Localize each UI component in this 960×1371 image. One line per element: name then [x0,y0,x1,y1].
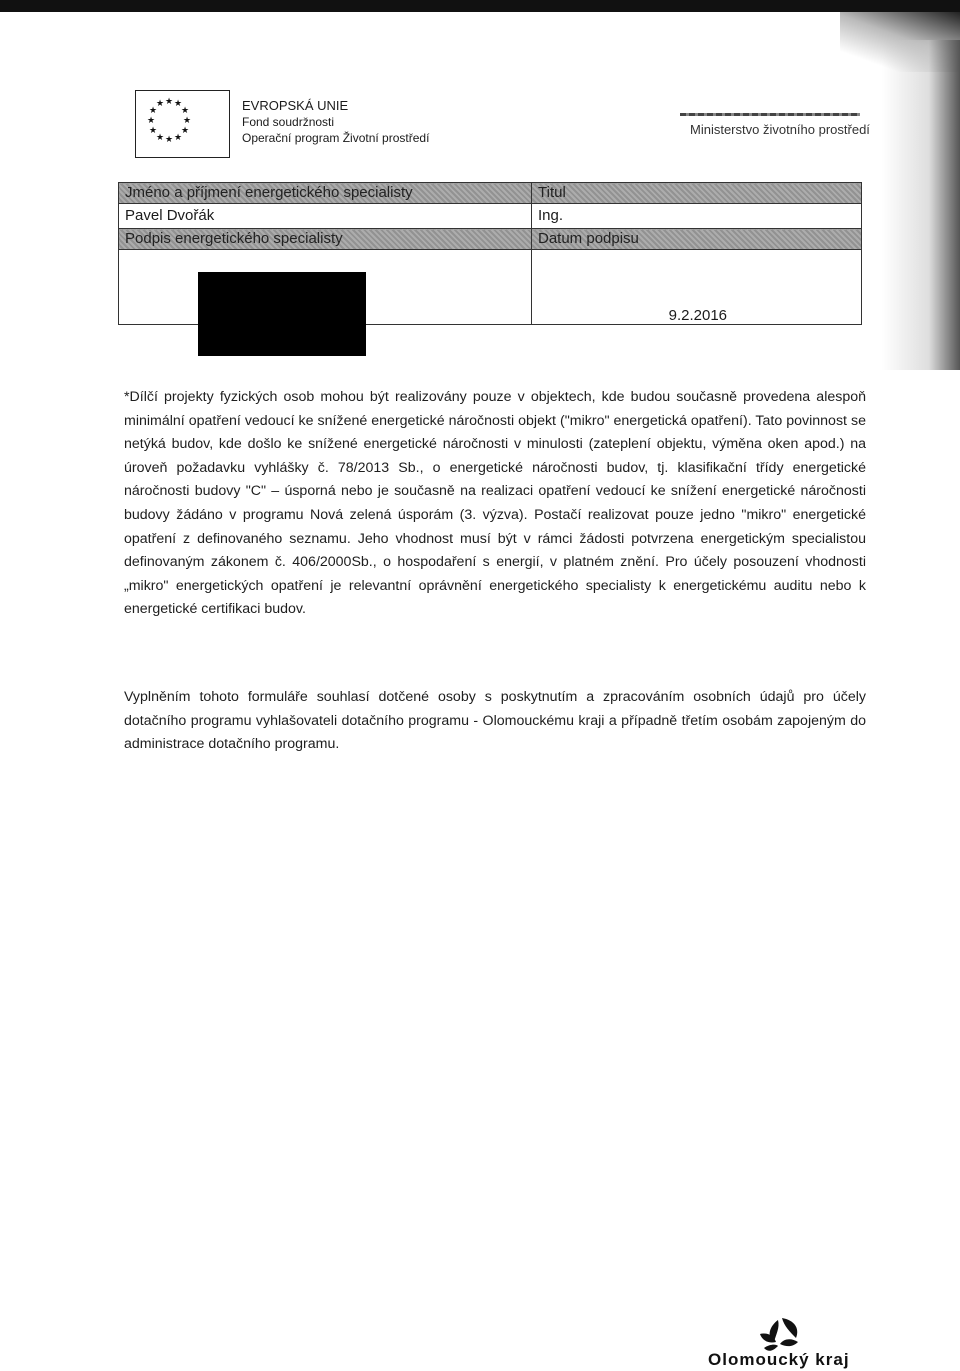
eu-programme-text [242,98,429,146]
eu-stars-icon [139,92,199,152]
date-header: Datum podpisu [532,229,862,250]
svg-text:★: ★ [180,126,190,136]
eu-fund: Fond soudržnosti [242,115,335,129]
svg-text:★: ★ [148,126,158,136]
svg-text:★: ★ [182,116,192,126]
title-header: Titul [532,183,862,204]
name-header: Jméno a příjmení energetického specialisty [119,183,532,204]
svg-text:★: ★ [180,106,190,116]
title-value: Ing. [532,204,862,229]
svg-text:★: ★ [173,133,183,143]
svg-text:★: ★ [146,116,156,126]
svg-text:★: ★ [155,133,165,143]
svg-text:★: ★ [148,106,158,116]
consent-paragraph: Vyplněním tohoto formuláře souhlasí dotčené osoby s poskytnutím a zpracováním osobních údajů pro účely dotačního programu vyhlašovateli dotačního programu - Olomouckému kraji a případně třetím osobám zapojeným do administrace dotačního programu. [124,689,866,753]
name-value: Pavel Dvořák [119,204,532,229]
scan-right-shadow [882,40,960,370]
date-cell [532,250,862,325]
eu-programme: Operační program Životní prostředí [242,131,430,145]
ministry-logo-mark [680,113,860,116]
form-header-row-1 [119,183,862,204]
svg-text:★: ★ [155,99,165,109]
svg-text:★: ★ [164,135,174,145]
olomoucky-kraj-logo-text: Olomoucký kraj [708,1350,850,1369]
form-value-row-1 [119,204,862,229]
date-value: 9.2.2016 [668,307,727,324]
signature-redaction [198,272,366,356]
eligibility-paragraph: *Dílčí projekty fyzických osob mohou být realizovány pouze v objektech, kde budou současně provedena alespoň minimální opatření vedoucí ke snížené energetické náročnosti objekt ("mikro" energetická opatření). Tato povinnost se netýká budov, kde došlo ke snížené energetické náročnosti v minulosti (zateplení objektu, výměna oken apod.) na úroveň požadavku vyhlášky č. 78/2013 Sb., o energetické náročnosti budov, tj. klasifikační třídy energetické náročnosti budovy "C" – úsporná nebo je současně na realizaci opatření vedoucí ke snížení energetické náročnosti budovy žádáno v programu Nová zelená úsporám (3. výzva). Postačí realizovat pouze jedno "mikro" energetické opatření z definovaného seznamu. Jeho vhodnost musí být v rámci žádosti potvrzena energetickým specialistou definovaným zákonem č. 406/2000Sb., o hospodaření s energií, v platném znění. Pro účely posouzení vhodnosti „mikro" energetických opatření je relevantní oprávnění energetického specialisty k energetickému auditu nebo k energetické certifikaci budov. [124,389,866,618]
form-header-row-2 [119,229,862,250]
scan-top-edge [0,0,960,12]
signature-header: Podpis energetického specialisty [119,229,532,250]
ministry-name: Ministerstvo životního prostředí [690,122,870,137]
svg-text:★: ★ [173,99,183,109]
eu-name: EVROPSKÁ UNIE [242,98,349,113]
svg-text:★: ★ [164,97,174,107]
